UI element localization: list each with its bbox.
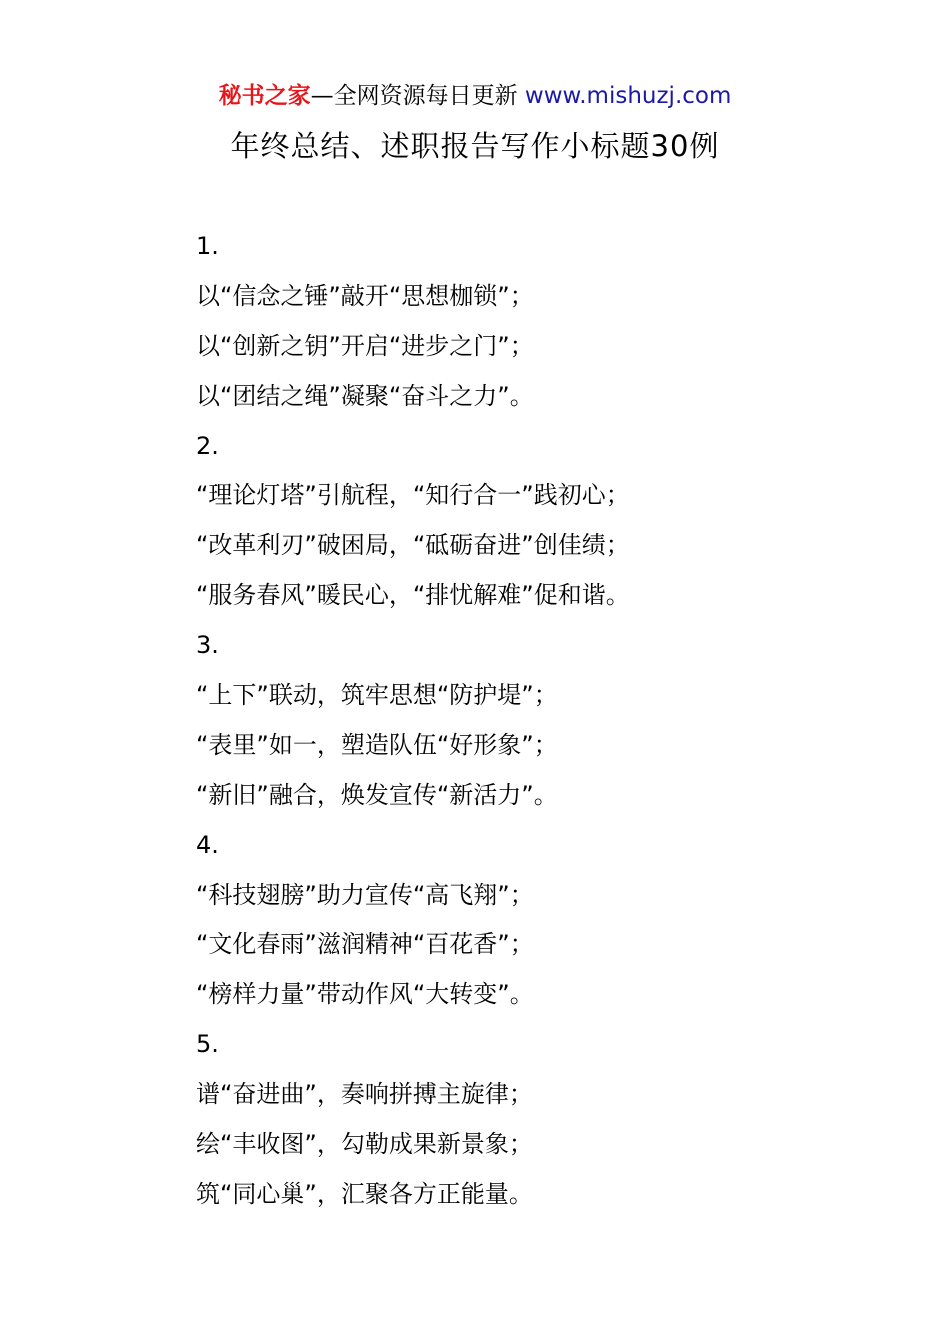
- document-body: [196, 222, 896, 1220]
- body-line: “新旧”融合，焕发宣传“新活力”。: [196, 780, 558, 809]
- body-line: 以“信念之锤”敲开“思想枷锁”；: [196, 281, 534, 310]
- body-line: “改革利刃”破困局，“砥砺奋进”创佳绩；: [196, 531, 630, 560]
- header-tagline: —全网资源每日更新: [310, 83, 525, 109]
- body-line: 以“团结之绳”凝聚“奋斗之力”。: [196, 381, 534, 410]
- body-line: “上下”联动，筑牢思想“防护堤”；: [196, 681, 558, 710]
- body-line: 以“创新之钥”开启“进步之门”；: [196, 331, 534, 360]
- body-line: “科技翅膀”助力宣传“高飞翔”；: [196, 880, 534, 909]
- brand-name: 秘书之家: [218, 83, 311, 109]
- section-number: 1.: [196, 232, 219, 260]
- section-number: 5.: [196, 1030, 219, 1059]
- body-line: “服务春风”暖民心，“排忧解难”促和谐。: [196, 581, 630, 610]
- document-title: 年终总结、述职报告写作小标题30例: [230, 129, 720, 163]
- body-line: “理论灯塔”引航程，“知行合一”践初心；: [196, 481, 630, 510]
- section-number: 3.: [196, 631, 219, 660]
- body-line: “榜样力量”带动作风“大转变”。: [196, 980, 534, 1009]
- body-line: 筑“同心巢”，汇聚各方正能量。: [196, 1179, 533, 1208]
- section-number: 2.: [196, 431, 219, 460]
- body-line: 谱“奋进曲”，奏响拼搏主旋律；: [196, 1080, 533, 1109]
- body-line: “表里”如一，塑造队伍“好形象”；: [196, 730, 558, 759]
- body-line: 绘“丰收图”，勾勒成果新景象；: [196, 1130, 533, 1159]
- site-header: [0, 80, 950, 112]
- body-line: “文化春雨”滋润精神“百花香”；: [196, 930, 534, 959]
- section-number: 4.: [196, 830, 219, 859]
- site-url-link[interactable]: www.mishuzj.com: [524, 83, 732, 109]
